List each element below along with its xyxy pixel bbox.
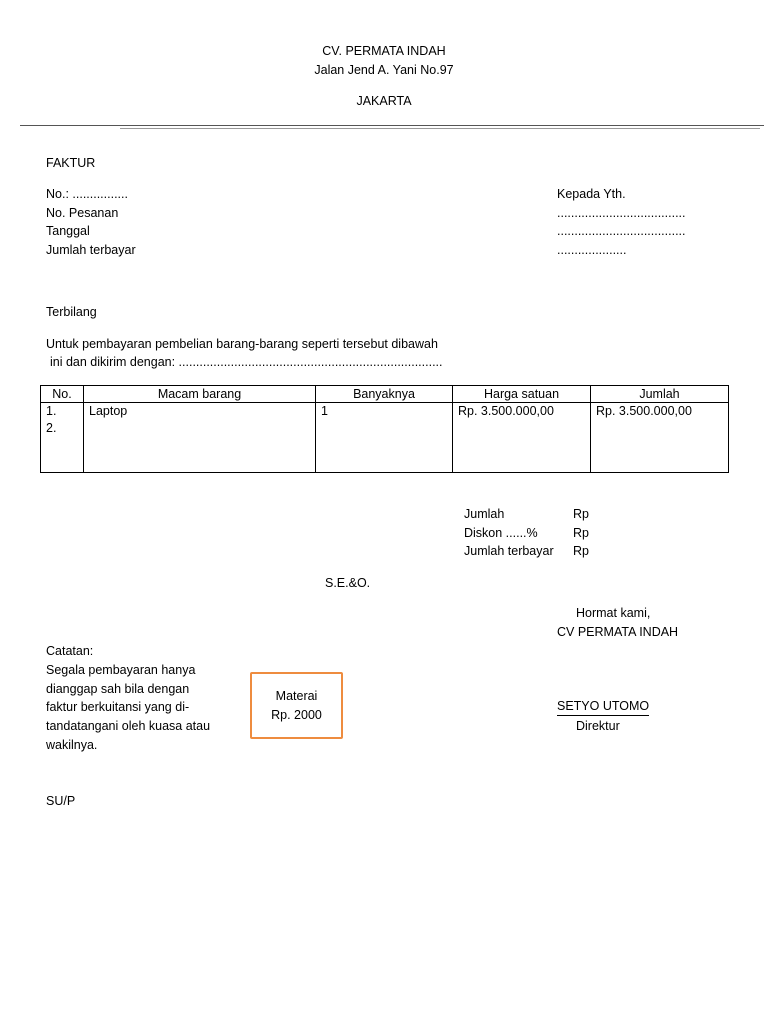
amount-paid-label: Jumlah terbayar [46,243,136,257]
stamp-label: Materai [275,688,318,703]
row-number: 2. [46,421,57,435]
signature-company: CV PERMATA INDAH [557,625,679,639]
table-header-row [41,386,729,403]
notes-line: faktur berkuitansi yang di- [46,700,190,714]
company-address: Jalan Jend A. Yani No.97 [314,63,454,77]
document-title: FAKTUR [46,156,96,170]
summary-discount-label: Diskon ......% [464,526,538,540]
column-header-no: No. [41,386,84,403]
notes-line: Segala pembayaran hanya [46,663,196,677]
amount-in-words-label: Terbilang [46,305,97,319]
row-numbers-cell [41,403,84,473]
signatory-title: Direktur [576,719,620,733]
recipient-line: ..................................... [557,224,686,238]
invoice-number-label: No.: ................ [46,187,128,201]
reference-code: SU/P [46,794,76,808]
recipient-line: ..................................... [557,206,686,220]
column-header-item: Macam barang [84,386,316,403]
summary-currency: Rp [573,507,589,521]
errors-omissions-note: S.E.&O. [325,576,371,590]
revenue-stamp-box [250,672,343,739]
signatory-name: SETYO UTOMO [557,698,649,716]
table-row [41,403,729,473]
notes-line: dianggap sah bila dengan [46,682,190,696]
unit-price-cell: Rp. 3.500.000,00 [453,403,591,473]
letterhead-divider-secondary [120,128,760,129]
summary-amount-paid-label: Jumlah terbayar [464,544,554,558]
stamp-value: Rp. 2000 [271,707,322,722]
order-number-label: No. Pesanan [46,206,119,220]
summary-currency: Rp [573,544,589,558]
column-header-unit-price: Harga satuan [453,386,591,403]
recipient-label: Kepada Yth. [557,187,626,201]
payment-description-line: ini dan dikirim dengan: ............................................................................ [50,355,443,369]
company-name: CV. PERMATA INDAH [322,44,446,58]
notes-line: tandatangani oleh kuasa atau [46,719,211,733]
item-name-cell: Laptop [84,403,316,473]
summary-subtotal-label: Jumlah [464,507,505,521]
notes-line: wakilnya. [46,738,98,752]
payment-description-line: Untuk pembayaran pembelian barang-barang seperti tersebut dibawah [46,337,438,351]
column-header-total: Jumlah [591,386,729,403]
company-city: JAKARTA [356,94,412,108]
date-label: Tanggal [46,224,90,238]
recipient-line: .................... [557,243,627,257]
summary-currency: Rp [573,526,589,540]
total-cell: Rp. 3.500.000,00 [591,403,729,473]
column-header-quantity: Banyaknya [316,386,453,403]
row-number: 1. [46,404,57,418]
signature-greeting: Hormat kami, [576,606,651,620]
notes-label: Catatan: [46,644,94,658]
quantity-cell: 1 [316,403,453,473]
letterhead-divider [20,125,764,126]
items-table [40,385,729,473]
